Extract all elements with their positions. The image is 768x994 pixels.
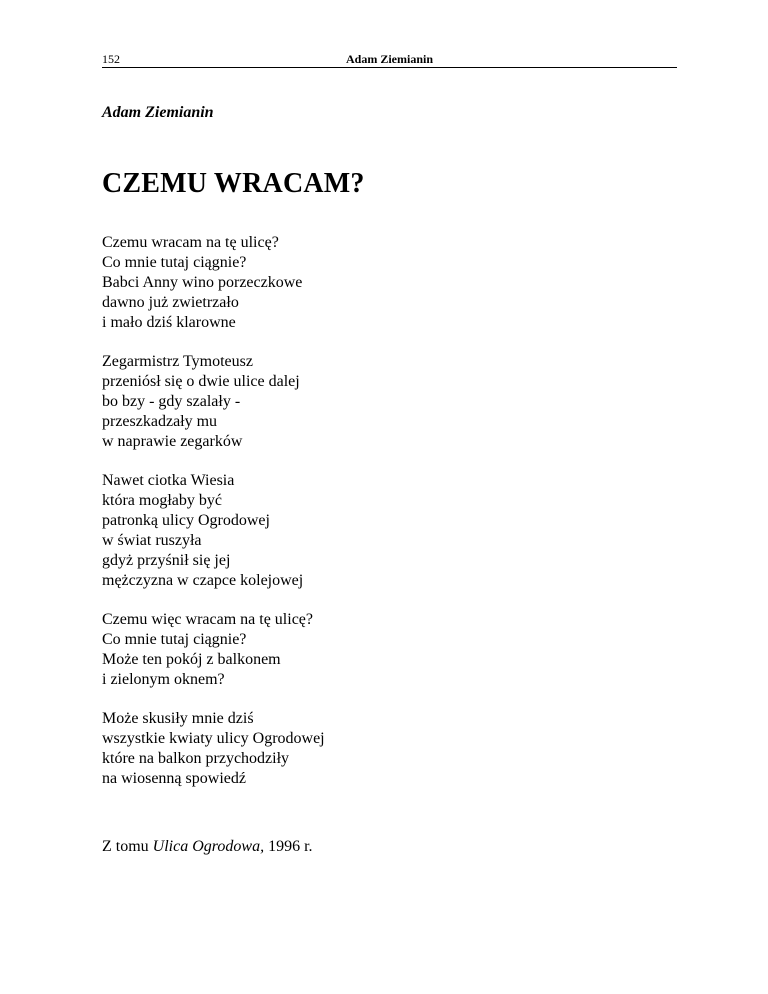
- poem-line: przeszkadzały mu: [102, 413, 218, 430]
- poem-line: wszystkie kwiaty ulicy Ogrodowej: [102, 730, 325, 747]
- poem-line: Czemu wracam na tę ulicę?: [102, 234, 279, 251]
- poem-title: CZEMU WRACAM?: [102, 168, 365, 199]
- poem-line: w świat ruszyła: [102, 532, 202, 549]
- poem-line: mężczyzna w czapce kolejowej: [102, 572, 304, 589]
- source-note: [102, 838, 313, 856]
- stanza: [102, 352, 325, 452]
- poem-line: Co mnie tutaj ciągnie?: [102, 631, 247, 648]
- source-prefix: Z tomu: [102, 838, 153, 855]
- running-title: Adam Ziemianin: [345, 52, 433, 66]
- poem-line: Może skusiły mnie dziś: [102, 710, 254, 727]
- poem-line: dawno już zwietrzało: [102, 294, 239, 311]
- source-suffix: 1996 r.: [264, 838, 313, 855]
- poem-line: na wiosenną spowiedź: [102, 770, 246, 787]
- poem-body: [102, 233, 325, 808]
- stanza: [102, 709, 325, 789]
- poem-line: i zielonym oknem?: [102, 671, 225, 688]
- poem-line: która mogłaby być: [102, 492, 222, 509]
- poem-line: Nawet ciotka Wiesia: [102, 472, 235, 489]
- poem-line: w naprawie zegarków: [102, 433, 243, 450]
- poem-line: Czemu więc wracam na tę ulicę?: [102, 611, 313, 628]
- author-name: Adam Ziemianin: [102, 104, 214, 121]
- poem-line: bo bzy - gdy szalały -: [102, 393, 241, 410]
- poem-line: Może ten pokój z balkonem: [102, 651, 281, 668]
- poem-line: Co mnie tutaj ciągnie?: [102, 254, 247, 271]
- poem-line: przeniósł się o dwie ulice dalej: [102, 373, 300, 390]
- poem-line: patronką ulicy Ogrodowej: [102, 512, 270, 529]
- running-header: [102, 51, 677, 68]
- stanza: [102, 233, 325, 333]
- stanza: [102, 610, 325, 690]
- poem-line: Babci Anny wino porzeczkowe: [102, 274, 303, 291]
- poem-line: i mało dziś klarowne: [102, 314, 236, 331]
- stanza: [102, 471, 325, 591]
- source-book-title: Ulica Ogrodowa,: [152, 838, 265, 855]
- page-number: 152: [102, 52, 120, 66]
- poem-line: które na balkon przychodziły: [102, 750, 290, 767]
- poem-line: Zegarmistrz Tymoteusz: [102, 353, 253, 370]
- poem-line: gdyż przyśnił się jej: [102, 552, 231, 569]
